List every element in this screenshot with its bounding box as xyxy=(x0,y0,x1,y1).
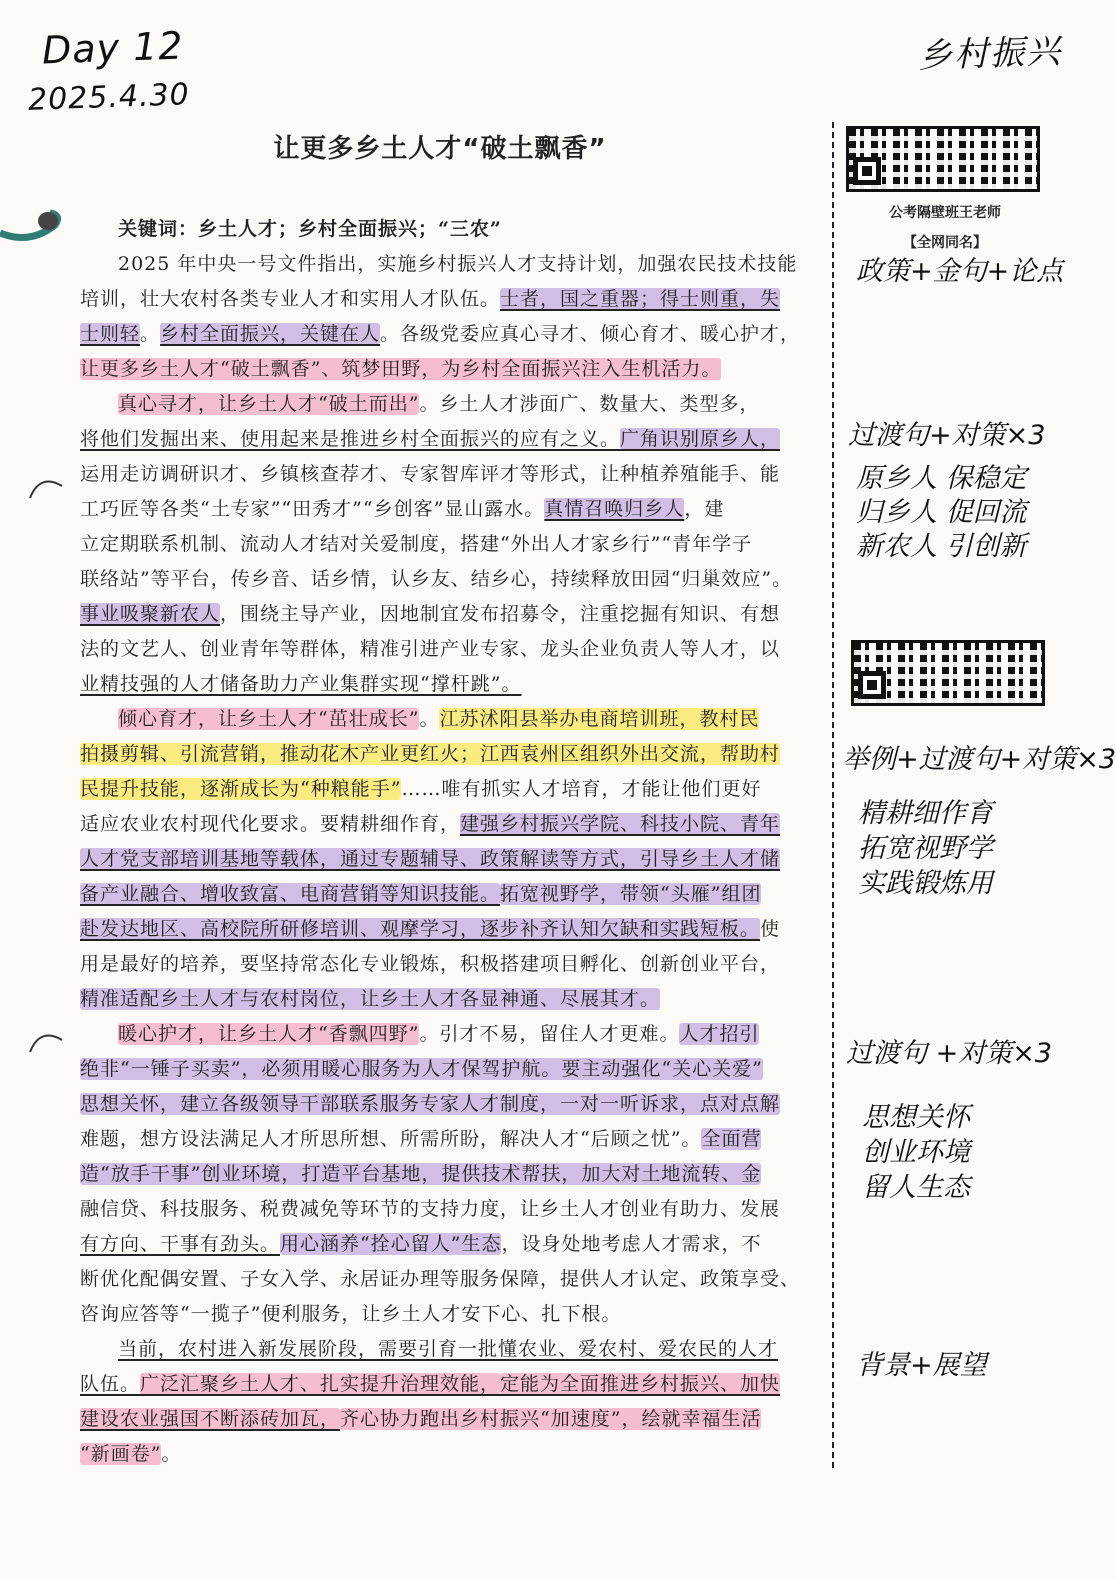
margin-divider xyxy=(832,122,834,1472)
paragraph-line: 造“放手干事”创业环境，打造平台基地，提供技术帮扶，加大对土地流转、金 xyxy=(80,1163,762,1185)
note-heading-3: 举例+过渡句+对策×3 xyxy=(842,744,1116,775)
qr-code-icon xyxy=(846,126,1040,192)
paragraph-line: 断优化配偶安置、子女入学、永居证办理等服务保障，提供人才认定、政策享受、 xyxy=(80,1268,801,1290)
note-list-3 xyxy=(858,796,993,901)
note-item: 留人生态 xyxy=(862,1172,970,1204)
note-item: 创业环境 xyxy=(862,1137,970,1169)
paragraph-line: 工巧匠等各类“土专家”“田秀才”“乡创客”显山露水。真情召唤归乡人，建 xyxy=(80,498,725,520)
paragraph-line: 让更多乡土人才“破土飘香”、筑梦田野，为乡村全面振兴注入生机活力。 xyxy=(80,358,722,380)
note-item: 实践锻炼用 xyxy=(858,868,993,900)
article-title: 让更多乡土人才“破土飘香” xyxy=(273,134,607,164)
paragraph-line: 法的文艺人、创业青年等群体，精准引进产业专家、龙头企业负责人等人才，以 xyxy=(80,638,781,660)
paragraph-line: 暖心护才，让乡土人才“香飘四野”。引才不易，留住人才更难。人才招引 xyxy=(118,1023,760,1045)
paragraph-line: 将他们发掘出来、使用起来是推进乡村全面振兴的应有之义。广角识别原乡人， xyxy=(80,428,781,450)
paragraph-line: 建设农业强国不断添砖加瓦，齐心协力跑出乡村振兴“加速度”，绘就幸福生活 xyxy=(80,1408,762,1430)
teacher-name: 公考隔壁班王老师 xyxy=(889,205,1001,221)
paragraph-line: 队伍。广泛汇聚乡土人才、扎实提升治理效能，定能为全面推进乡村振兴、加快 xyxy=(80,1373,781,1395)
handwritten-topic: 乡村振兴 xyxy=(917,31,1063,77)
paragraph-line: 赴发达地区、高校院所研修培训、观摩学习，逐步补齐认知欠缺和实践短板。使 xyxy=(80,918,781,940)
note-item: 归乡人 促回流 xyxy=(856,496,1027,528)
article-body xyxy=(80,212,820,1472)
paragraph-line: 联络站”等平台，传乡音、话乡情，认乡友、结乡心，持续释放田园“归巢效应”。 xyxy=(80,568,793,590)
note-item: 精耕细作育 xyxy=(858,798,993,829)
note-item: 拓宽视野学 xyxy=(858,833,993,865)
paragraph-line: 拍摄剪辑、引流营销，推动花木产业更红火；江西袁州区组织外出交流，帮助村 xyxy=(80,743,781,765)
paragraph-line: 立定期联系机制、流动人才结对关爱制度，搭建“外出人才家乡行”“青年学子 xyxy=(80,533,753,555)
paragraph-line: 备产业融合、增收致富、电商营销等知识技能。拓宽视野学，带领“头雁”组团 xyxy=(80,883,762,905)
paragraph-line: 有方向、干事有劲头。用心涵养“拴心留人”生态，设身处地考虑人才需求，不 xyxy=(80,1233,762,1255)
paragraph-line: 思想关怀，建立各级领导干部联系服务专家人才制度，一对一听诉求，点对点解 xyxy=(80,1093,781,1115)
paragraph-line: 真心寻才，让乡土人才“破土而出”。乡土人才涉面广、数量大、类型多， xyxy=(118,393,760,415)
binder-ring-icon xyxy=(0,205,70,245)
handwritten-day: Day 12 xyxy=(41,23,185,73)
paragraph-line: 融信贷、科技服务、税费减免等环节的支持力度，让乡土人才创业有助力、发展 xyxy=(80,1198,781,1220)
paragraph-line: 业精技强的人才储备助力产业集群实现“撑杆跳”。 xyxy=(80,673,522,695)
handwritten-date: 2025.4.30 xyxy=(27,77,191,118)
paragraph-line: “新画卷”。 xyxy=(80,1443,182,1465)
paragraph-line: 适应农业农村现代化要求。要精耕细作育，建强乡村振兴学院、科技小院、青年 xyxy=(80,813,781,835)
note-list-4 xyxy=(862,1100,970,1205)
paragraph-line: 民提升技能，逐渐成长为“种粮能手”……唯有抓实人才培育，才能让他们更好 xyxy=(80,778,762,800)
note-item: 新农人 引创新 xyxy=(856,530,1027,562)
net-name-label: 【全网同名】 xyxy=(903,235,987,251)
note-structure-1: 政策+金句+论点 xyxy=(856,256,1064,287)
note-heading-2: 过渡句+对策×3 xyxy=(848,420,1046,451)
note-heading-4: 过渡句 +对策×3 xyxy=(846,1038,1053,1069)
note-structure-5: 背景+展望 xyxy=(856,1350,987,1381)
binder-hole-icon xyxy=(0,1022,70,1062)
paragraph-line: 难题，想方设法满足人才所思所想、所需所盼，解决人才“后顾之忧”。全面营 xyxy=(80,1128,762,1150)
paragraph-line: 倾心育才，让乡土人才“茁壮成长”。江苏沭阳县举办电商培训班，教村民 xyxy=(118,708,760,730)
qr-code-icon xyxy=(851,640,1045,706)
note-list-2 xyxy=(856,462,1027,563)
paragraph-line: 运用走访调研识才、乡镇核查荐才、专家智库评才等形式，让种植养殖能手、能 xyxy=(80,463,781,485)
paragraph-line: 用是最好的培养，要坚持常态化专业锻炼，积极搭建项目孵化、创新创业平台， xyxy=(80,953,781,975)
paragraph-line: 精准适配乡土人才与农村岗位，让乡土人才各显神通、尽展其才。 xyxy=(80,988,661,1010)
keywords-line: 关键词：乡土人才；乡村全面振兴；“三农” xyxy=(118,218,502,240)
note-item: 思想关怀 xyxy=(862,1102,970,1133)
binder-hole-icon xyxy=(0,468,70,508)
paragraph-line: 绝非“一锤子买卖”，必须用暖心服务为人才保驾护航。要主动强化“关心关爱” xyxy=(80,1058,763,1080)
paragraph-line: 士则轻。乡村全面振兴，关键在人。各级党委应真心寻才、倾心育才、暖心护才， xyxy=(80,323,801,345)
paragraph-line: 人才党支部培训基地等载体，通过专题辅导、政策解读等方式，引导乡土人才储 xyxy=(80,848,781,870)
paragraph-line: 培训，壮大农村各类专业人才和实用人才队伍。士者，国之重器；得士则重，失 xyxy=(80,288,781,310)
paragraph-line: 2025 年中央一号文件指出，实施乡村振兴人才支持计划，加强农民技术技能 xyxy=(118,253,798,275)
paragraph-line: 咨询应答等“一揽子”便利服务，让乡土人才安下心、扎下根。 xyxy=(80,1303,622,1325)
paragraph-line: 当前，农村进入新发展阶段，需要引育一批懂农业、爱农村、爱农民的人才 xyxy=(118,1338,779,1360)
paragraph-line: 事业吸聚新农人，围绕主导产业，因地制宜发布招募令，注重挖掘有知识、有想 xyxy=(80,603,781,625)
note-item: 原乡人 保稳定 xyxy=(856,463,1027,494)
